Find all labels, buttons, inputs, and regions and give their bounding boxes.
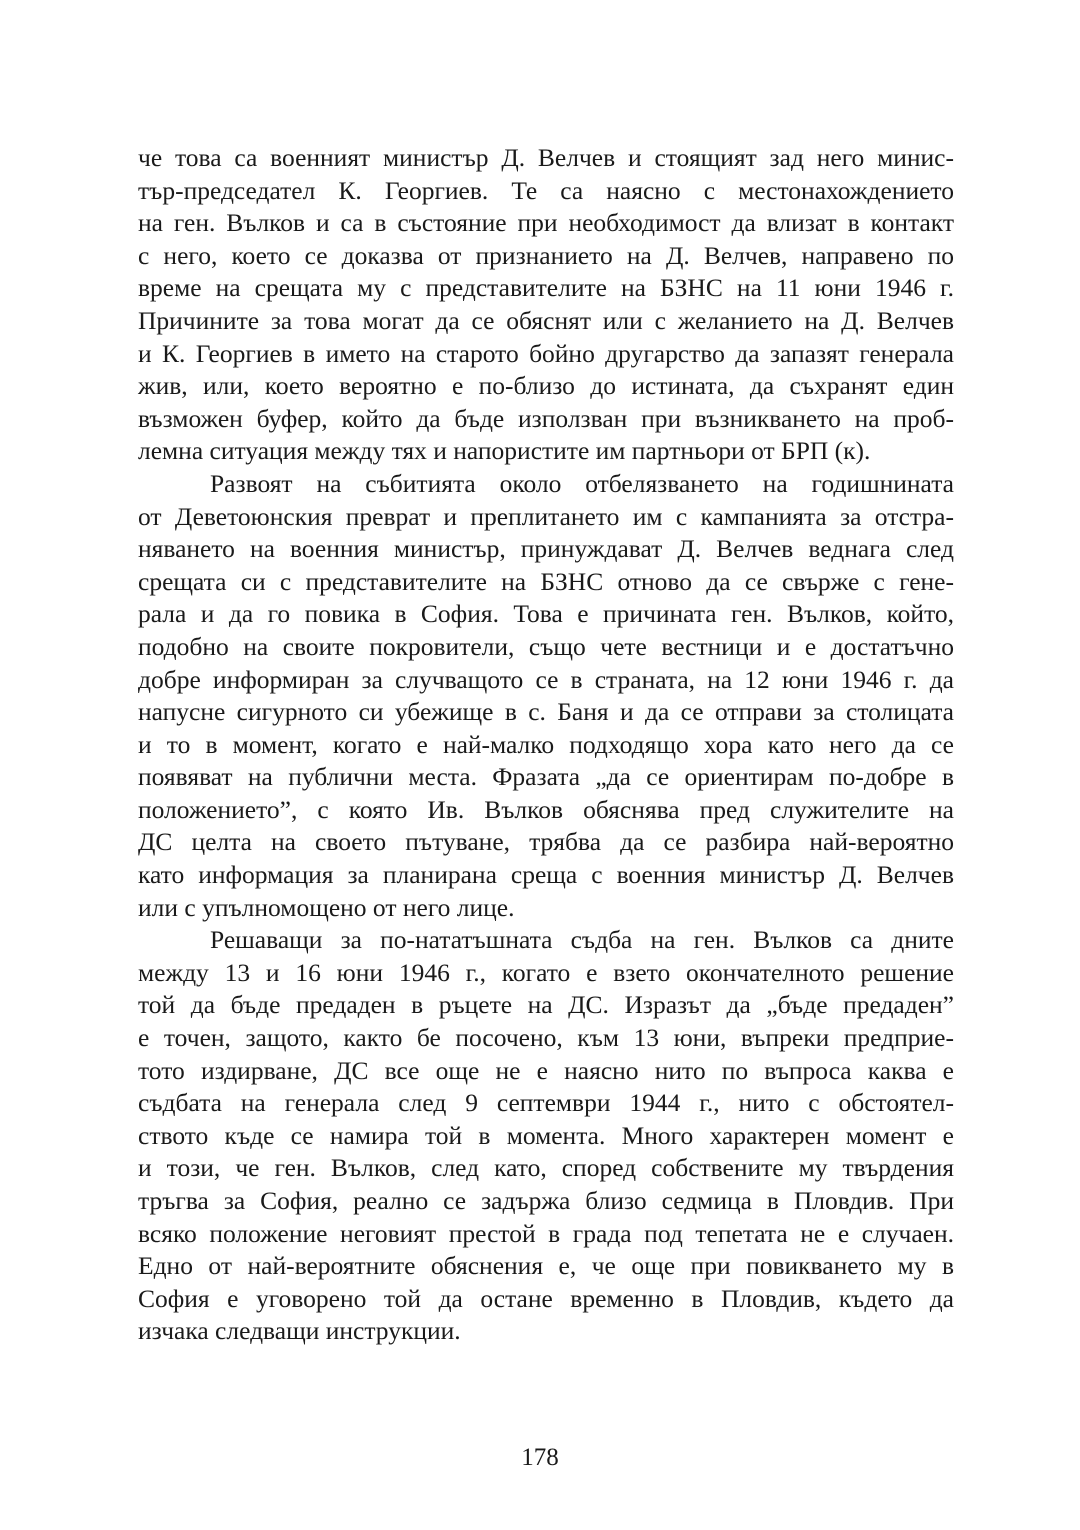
text-line: жив, или, което вероятно е по-близо до истината, да съхранят един <box>138 371 954 401</box>
text-line: лемна ситуация между тях и напористите им партньори от БРП (к). <box>138 436 871 466</box>
text-line: всяко положение неговият престой в града под тепетата не е случаен. <box>138 1218 954 1248</box>
text-line: време на срещата му с представителите на БЗНС на 11 юни 1946 г. <box>138 273 954 303</box>
text-line: на ген. Вълков и са в състояние при необходимост да влизат в контакт <box>138 208 954 238</box>
text-line: напусне сигурното си убежище в с. Баня и да се отправи за столицата <box>138 697 954 727</box>
text-line: Развоят на събитията около отбелязването на годишнината <box>210 468 954 498</box>
text-line: с него, което се доказва от признанието на Д. Велчев, направено по <box>138 240 954 270</box>
text-line: тръгва за София, реално се задържа близо седмица в Пловдив. При <box>138 1186 954 1215</box>
text-line: изчака следващи инструкции. <box>138 1316 461 1346</box>
text-line: като информация за планирана среща с военния министър Д. Велчев <box>138 860 954 890</box>
paragraph <box>138 142 954 468</box>
text-line: рала и да го повика в София. Това е причината ген. Вълков, който, <box>138 599 954 629</box>
text-line: подобно на своите покровители, също чете вестници и е достатъчно <box>138 631 954 661</box>
text-line: ДС целта на своето пътуване, трябва да се разбира най-вероятно <box>138 827 954 857</box>
text-line: той да бъде предаден в ръцете на ДС. Изразът да „бъде предаден” <box>138 990 954 1020</box>
text-line: тър-председател К. Георгиев. Те са наясно с местонахождението <box>138 175 954 205</box>
paragraph <box>138 468 954 924</box>
text-line: положението”, с която Ив. Вълков обяснява пред служителите на <box>138 794 954 824</box>
text-line: тото издирване, ДС все още не е наясно нито по въпроса каква е <box>138 1055 954 1085</box>
text-line: София е уговорено той да остане временно в Пловдив, където да <box>138 1283 954 1313</box>
text-line: няването на военния министър, принуждават Д. Велчев веднага след <box>138 534 954 564</box>
text-line: добре информиран за случващото се в страната, на 12 юни 1946 г. да <box>138 664 954 694</box>
text-line: между 13 и 16 юни 1946 г., когато е взето окончателното решение <box>138 957 954 987</box>
text-line: и то в момент, когато е най-малко подходящо хора като него да се <box>138 729 954 759</box>
paragraph <box>138 924 954 1348</box>
text-line: съдбата на генерала след 9 септември 1944 г., нито с обстоятел- <box>138 1088 954 1118</box>
page-number: 178 <box>521 1444 559 1471</box>
text-line: Решаващи за по-нататъшната съдба на ген. Вълков са дните <box>210 925 954 955</box>
text-line: Причините за това могат да се обяснят или с желанието на Д. Велчев <box>138 305 954 335</box>
text-line: възможен буфер, който да бъде използван при възникването на проб- <box>138 403 954 433</box>
text-line: и този, че ген. Вълков, след като, според собствените му твърдения <box>138 1153 954 1183</box>
text-line: от Деветоюнския преврат и преплитането им с кампанията за отстра- <box>138 501 954 531</box>
text-line: Едно от най-вероятните обяснения е, че още при повикването му в <box>138 1251 954 1281</box>
text-line: появяват на публични места. Фразата „да се ориентирам по-добре в <box>138 762 954 792</box>
text-line: е точен, защото, както бе посочено, към 13 юни, въпреки предприе- <box>138 1023 954 1053</box>
text-line: и К. Георгиев в името на старото бойно другарство да запазят генерала <box>138 338 954 368</box>
text-line: че това са военният министър Д. Велчев и стоящият зад него минис- <box>138 143 954 172</box>
text-line: ството къде се намира той в момента. Много характерен момент е <box>138 1120 954 1150</box>
body-text <box>138 142 954 1348</box>
text-line: или с упълномощено от него лице. <box>138 892 515 922</box>
text-line: срещата си с представителите на БЗНС отново да се свърже с гене- <box>138 566 954 596</box>
